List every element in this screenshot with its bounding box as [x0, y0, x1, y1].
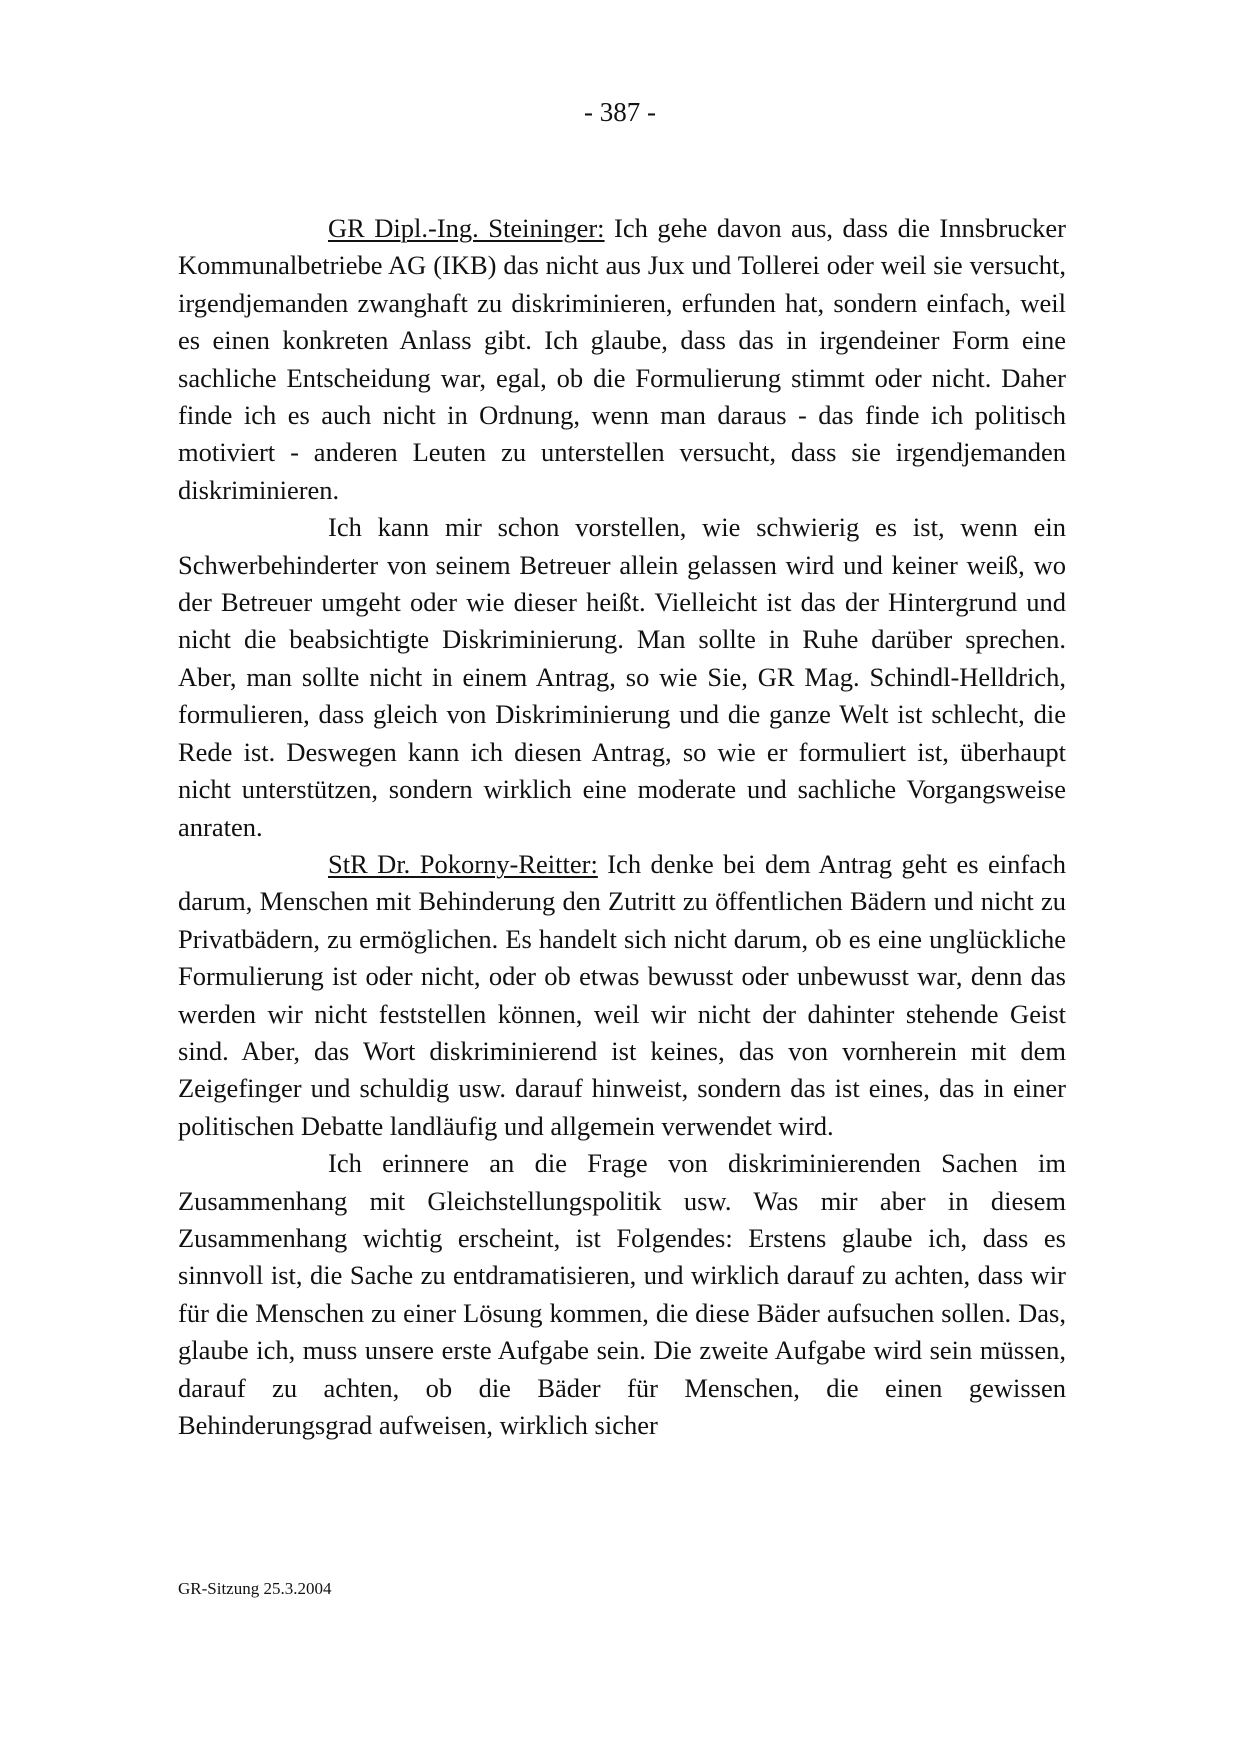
paragraph-text: Ich erinnere an die Frage von diskriminierenden Sachen im Zusammenhang mit Gleichstellungspolitik usw. Was mir aber in diesem Zusammenhang wichtig erscheint, ist Folgendes: Erstens glaube ich, dass es sinnvoll ist, die Sache zu entdramatisieren, und wirklich darauf zu achten, dass wir für die Menschen zu einer Lösung kommen, die diese Bäder aufsuchen sollen. Das, glaube ich, muss unsere erste Aufgabe sein. Die zweite Aufgabe wird sein müssen, darauf zu achten, ob die Bäder für Menschen, die einen gewissen Behinderungsgrad aufweisen, wirklich sicher: [178, 1148, 1066, 1440]
paragraph-steininger: [178, 210, 1066, 509]
speaker-name: StR Dr. Pokorny-Reitter:: [328, 848, 598, 879]
paragraph-text: Ich denke bei dem Antrag geht es einfach darum, Menschen mit Behinderung den Zutritt zu öffentlichen Bädern und nicht zu Privatbädern, zu ermöglichen. Es handelt sich nicht darum, ob es eine unglückliche Formulierung ist oder nicht, oder ob etwas bewusst oder unbewusst war, denn das werden wir nicht feststellen können, weil wir nicht der dahinter stehende Geist sind. Aber, das Wort diskriminierend ist keines, das von vornherein mit dem Zeigefinger und schuldig usw. darauf hinweist, sondern das ist eines, das in einer politischen Debatte landläufig und allgemein verwendet wird.: [178, 848, 1066, 1141]
paragraph-text: Ich kann mir schon vorstellen, wie schwierig es ist, wenn ein Schwerbehinderter von seinem Betreuer allein gelassen wird und keiner weiß, wo der Betreuer umgeht oder wie dieser heißt. Vielleicht ist das der Hintergrund und nicht die beabsichtigte Diskriminierung. Man sollte in Ruhe darüber sprechen. Aber, man sollte nicht in einem Antrag, so wie Sie, GR Mag. Schindl-Helldrich, formulieren, dass gleich von Diskriminierung und die ganze Welt ist schlecht, die Rede ist. Deswegen kann ich diesen Antrag, so wie er formuliert ist, überhaupt nicht unterstützen, sondern wirklich eine moderate und sachliche Vorgangsweise anraten.: [178, 512, 1066, 842]
document-body: [178, 210, 1066, 1444]
paragraph-text: Ich gehe davon aus, dass die Innsbrucker Kommunalbetriebe AG (IKB) das nicht aus Jux und Tollerei oder weil sie versucht, irgendjemanden zwanghaft zu diskriminieren, erfunden hat, sondern einfach, weil es einen konkreten Anlass gibt. Ich glaube, dass das in irgendeiner Form eine sachliche Entscheidung war, egal, ob die Formulierung stimmt oder nicht. Daher finde ich es auch nicht in Ordnung, wenn man daraus - das finde ich politisch motiviert - anderen Leuten zu unterstellen versucht, dass sie irgendjemanden diskriminieren.: [178, 213, 1066, 505]
paragraph-pokorny-reitter: [178, 846, 1066, 1145]
paragraph-steininger-continued: [178, 509, 1066, 846]
paragraph-pokorny-reitter-continued: [178, 1145, 1066, 1444]
speaker-name: GR Dipl.-Ing. Steininger:: [328, 213, 605, 243]
footer-session-date: GR-Sitzung 25.3.2004: [178, 1579, 332, 1598]
page-number: - 387 -: [584, 97, 656, 127]
